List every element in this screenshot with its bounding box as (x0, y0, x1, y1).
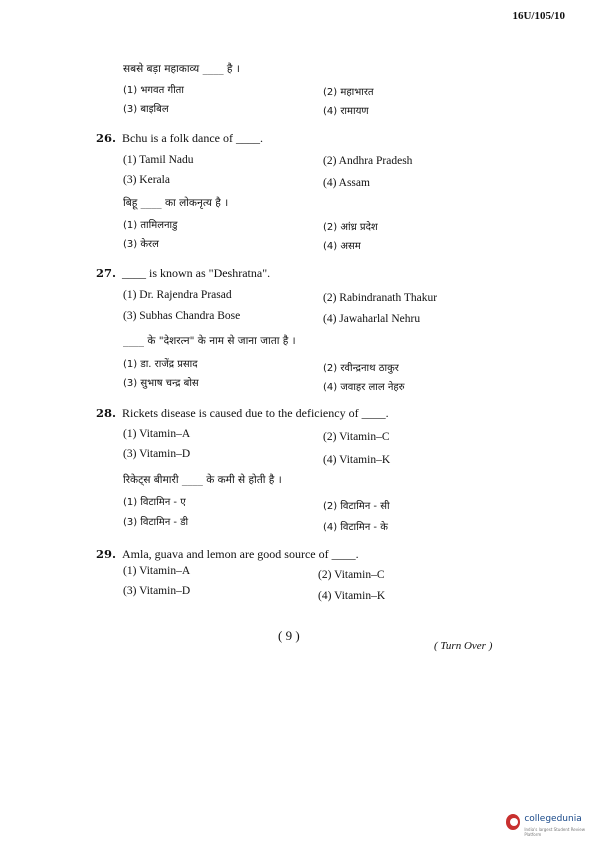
turn-over-label: ( Turn Over ) (434, 640, 493, 652)
q27-number: 27. (96, 266, 117, 280)
q27-option-1: (1) Dr. Rajendra Prasad (123, 289, 232, 301)
q27-option-3: (3) Subhas Chandra Bose (123, 310, 241, 322)
q26-option-3: (3) Kerala (123, 174, 170, 186)
q27-hindi-option-4: (4) जवाहर लाल नेहरु (323, 382, 405, 393)
q27-option-2: (2) Rabindranath Thakur (323, 292, 438, 304)
q27-text: ____ is known as "Deshratna". (122, 266, 271, 280)
q28-option-4: (4) Vitamin–K (323, 454, 391, 466)
q26-hindi-option-4: (4) असम (323, 241, 361, 252)
q26-hindi-option-2: (2) आंध्र प्रदेश (323, 222, 378, 233)
q29-text: Amla, guava and lemon are good source of ____. (122, 547, 359, 561)
q29-option-3: (3) Vitamin–D (123, 585, 191, 597)
q27-question (96, 266, 270, 281)
q27-hindi-option-2: (2) रवीन्द्रनाथ ठाकुर (323, 363, 399, 374)
q25-option-3: (3) बाइबिल (123, 104, 169, 115)
q26-number: 26. (96, 131, 117, 145)
q28-option-3: (3) Vitamin–D (123, 448, 191, 460)
q26-option-4: (4) Assam (323, 177, 370, 189)
q29-question (96, 547, 359, 562)
q25-hindi-text: सबसे बड़ा महाकाव्य ____ है । (123, 63, 240, 75)
page-number: ( 9 ) (278, 628, 300, 643)
q28-number: 28. (96, 406, 117, 420)
q29-option-4: (4) Vitamin–K (318, 590, 386, 602)
q28-hindi-text: रिकेट्स बीमारी ____ के कमी से होती है । (123, 474, 282, 486)
q28-hindi-option-2: (2) विटामिन - सी (323, 501, 390, 512)
q26-hindi-option-3: (3) केरल (123, 239, 159, 250)
q29-option-1: (1) Vitamin–A (123, 565, 191, 577)
watermark-brand: collegedunia (524, 814, 582, 824)
q28-hindi-option-3: (3) विटामिन - डी (123, 517, 189, 528)
q27-option-4: (4) Jawaharlal Nehru (323, 313, 421, 325)
q27-hindi-text: ____ के "देशरत्न" के नाम से जाना जाता है । (123, 335, 296, 347)
q29-option-2: (2) Vitamin–C (318, 569, 385, 581)
q28-text: Rickets disease is caused due to the deficiency of ____. (122, 406, 389, 420)
q28-hindi-option-1: (1) विटामिन - ए (123, 497, 186, 508)
q28-hindi-option-4: (4) विटामिन - के (323, 522, 388, 533)
q27-hindi-option-3: (3) सुभाष चन्द्र बोस (123, 378, 199, 389)
q28-question (96, 406, 389, 421)
q28-option-1: (1) Vitamin–A (123, 428, 191, 440)
q26-option-1: (1) Tamil Nadu (123, 154, 194, 166)
q29-number: 29. (96, 547, 117, 561)
watermark-text-block (524, 806, 595, 837)
q27-hindi-option-1: (1) डा. राजेंद्र प्रसाद (123, 359, 198, 370)
collegedunia-logo-icon (506, 814, 520, 830)
q25-option-1: (1) भगवत गीता (123, 85, 184, 96)
q25-option-2: (2) महाभारत (323, 87, 374, 98)
q26-question (96, 131, 263, 146)
collegedunia-watermark (506, 806, 595, 837)
paper-code: 16U/105/10 (512, 10, 565, 22)
q26-option-2: (2) Andhra Pradesh (323, 155, 413, 167)
q25-option-4: (4) रामायण (323, 106, 369, 117)
q28-option-2: (2) Vitamin–C (323, 431, 390, 443)
q26-hindi-option-1: (1) तामिलनाडु (123, 220, 178, 231)
q26-text: Bchu is a folk dance of ____. (122, 131, 263, 145)
watermark-tagline: India's largest Student Review Platform (524, 827, 585, 837)
q26-hindi-text: बिहू ____ का लोकनृत्य है । (123, 197, 229, 209)
